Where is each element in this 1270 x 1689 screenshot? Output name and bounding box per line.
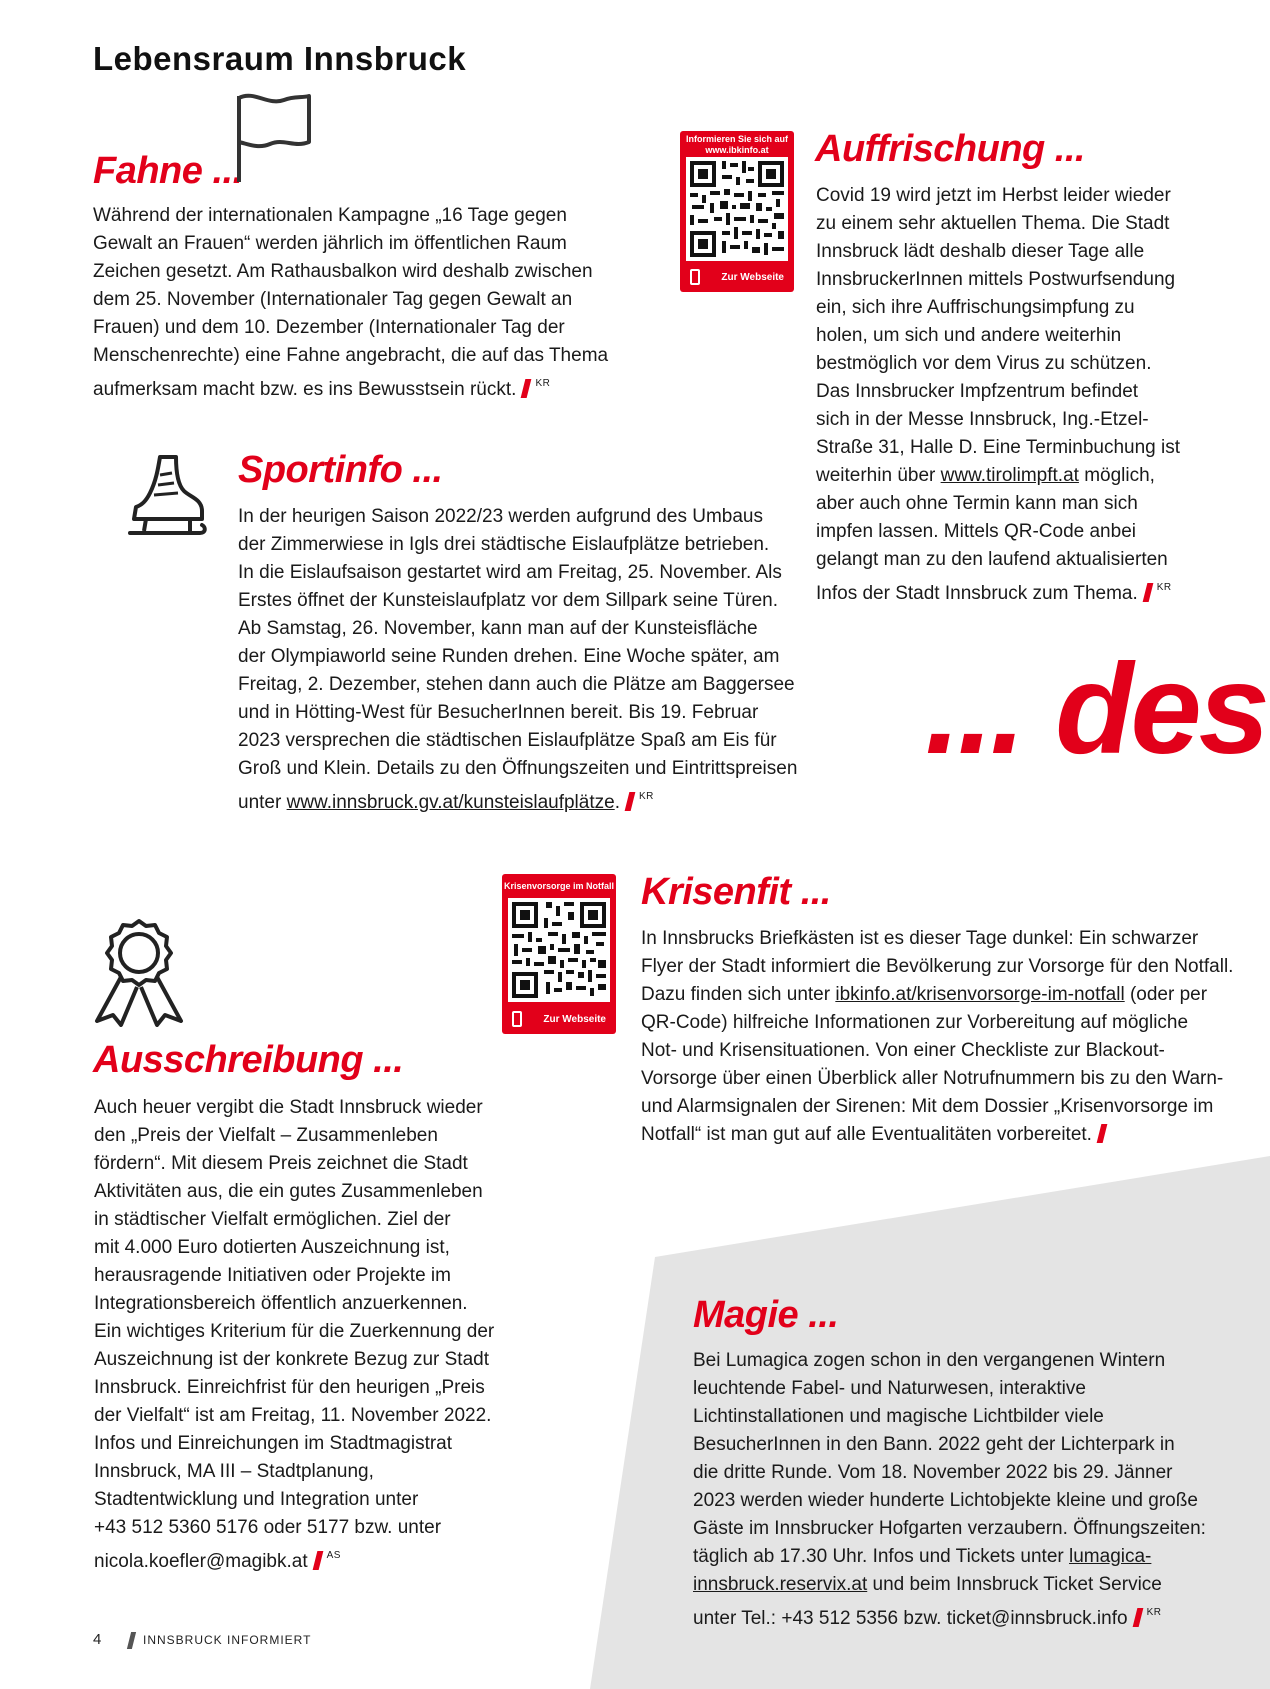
text-line: Aktivitäten aus, die ein gutes Zusammenleben bbox=[94, 1181, 483, 1202]
text-line: herausragende Initiativen oder Projekte im bbox=[94, 1265, 451, 1286]
author-signature: KR bbox=[535, 378, 551, 389]
text-line: in städtischer Vielfalt ermöglichen. Ziel der bbox=[94, 1209, 451, 1230]
text-line: holen, um sich und andere weiterhin bbox=[816, 325, 1122, 346]
page-number: 4 bbox=[93, 1631, 102, 1648]
flag-icon bbox=[234, 92, 314, 184]
text-line: Während der internationalen Kampagne „16 Tage gegen bbox=[93, 205, 567, 226]
fahne-heading: Fahne ... bbox=[93, 150, 243, 192]
text-fragment: möglich, bbox=[1078, 465, 1155, 486]
text-line: aufmerksam macht bzw. es ins Bewusstsein rückt. bbox=[93, 379, 517, 400]
qr-button-label: Zur Webseite bbox=[543, 1014, 606, 1025]
auffrischung-text bbox=[816, 182, 1180, 608]
text-line: Innsbruck, MA III – Stadtplanung, bbox=[94, 1461, 374, 1482]
text-line: Notfall“ ist man gut auf alle Eventualitäten vorbereitet. bbox=[641, 1124, 1092, 1145]
krisenfit-heading: Krisenfit ... bbox=[641, 871, 831, 913]
text-line: aber auch ohne Termin kann man sich bbox=[816, 493, 1138, 514]
text-line: QR-Code) hilfreiche Informationen zur Vorbereitung auf mögliche bbox=[641, 1012, 1189, 1033]
end-mark bbox=[1142, 583, 1153, 602]
text-line: der Olympiaworld seine Runden drehen. Eine Woche später, am bbox=[238, 646, 780, 667]
text-line: 2023 werden wieder hunderte Lichtobjekte kleine und große bbox=[693, 1490, 1198, 1511]
text-fragment: . bbox=[614, 792, 620, 813]
end-mark bbox=[1132, 1608, 1143, 1627]
text-line: Lichtinstallationen und magische Lichtbilder viele bbox=[693, 1406, 1104, 1427]
publication-name: INNSBRUCK INFORMIERT bbox=[143, 1633, 312, 1647]
email-text: nicola.koefler@magibk.at bbox=[94, 1551, 308, 1572]
qr-top-label: Informieren Sie sich auf www.ibkinfo.at bbox=[685, 134, 789, 155]
tirolimpft-link[interactable]: www.tirolimpft.at bbox=[940, 465, 1079, 486]
text-line: gelangt man zu den laufend aktualisierten bbox=[816, 549, 1168, 570]
lumagica-link-part1[interactable]: lumagica- bbox=[1069, 1546, 1152, 1567]
text-line: ein, sich ihre Auffrischungsimpfung zu bbox=[816, 297, 1135, 318]
text-line: Innsbruck lädt deshalb dieser Tage alle bbox=[816, 241, 1145, 262]
text-line: Stadtentwicklung und Integration unter bbox=[94, 1489, 419, 1510]
author-signature: KR bbox=[1146, 1607, 1162, 1618]
text-line: unter Tel.: +43 512 5356 bzw. ticket@innsbruck.info bbox=[693, 1608, 1128, 1629]
text-line: In die Eislaufsaison gestartet wird am Freitag, 25. November. Als bbox=[238, 562, 782, 583]
text-line: den „Preis der Vielfalt – Zusammenleben bbox=[94, 1125, 438, 1146]
award-ribbon-icon bbox=[93, 917, 185, 1027]
text-line: In der heurigen Saison 2022/23 werden aufgrund des Umbaus bbox=[238, 506, 763, 527]
text-line: InnsbruckerInnen mittels Postwurfsendung bbox=[816, 269, 1176, 290]
end-mark bbox=[625, 792, 636, 811]
text-line: Erstes öffnet der Kunsteislaufplatz vor dem Sillpark seine Türen. bbox=[238, 590, 779, 611]
text-line: Gäste im Innsbrucker Hofgarten verzaubern. Öffnungszeiten: bbox=[693, 1518, 1206, 1539]
text-line: zu einem sehr aktuellen Thema. Die Stadt bbox=[816, 213, 1170, 234]
text-line: Covid 19 wird jetzt im Herbst leider wieder bbox=[816, 185, 1171, 206]
ausschreibung-heading: Ausschreibung ... bbox=[93, 1039, 404, 1081]
text-line: Auszeichnung ist der konkrete Bezug zur Stadt bbox=[94, 1349, 490, 1370]
author-signature: AS bbox=[326, 1550, 341, 1561]
krisenvorsorge-link[interactable]: ibkinfo.at/krisenvorsorge-im-notfall bbox=[835, 984, 1125, 1005]
text-line: Vorsorge über einen Überblick aller Notrufnummern bis zu den Warn- bbox=[641, 1068, 1224, 1089]
text-line: leuchtende Fabel- und Naturwesen, interaktive bbox=[693, 1378, 1086, 1399]
text-line: Innsbruck. Einreichfrist für den heurigen „Preis bbox=[94, 1377, 485, 1398]
page-title: Lebensraum Innsbruck bbox=[93, 40, 467, 77]
text-line: Ein wichtiges Kriterium für die Zuerkennung der bbox=[94, 1321, 495, 1342]
magie-text bbox=[693, 1347, 1206, 1633]
page-footer bbox=[93, 1631, 312, 1648]
text-line: fördern“. Mit diesem Preis zeichnet die Stadt bbox=[94, 1153, 468, 1174]
text-line: der Zimmerwiese in Igls drei städtische Eislaufplätze betrieben. bbox=[238, 534, 770, 555]
text-line: Infos der Stadt Innsbruck zum Thema. bbox=[816, 583, 1138, 604]
text-line: Bei Lumagica zogen schon in den vergangenen Wintern bbox=[693, 1350, 1166, 1371]
end-mark bbox=[521, 379, 532, 398]
author-signature: KR bbox=[1156, 582, 1172, 593]
text-line: Integrationsbereich öffentlich anzuerkennen. bbox=[94, 1293, 468, 1314]
text-line: dem 25. November (Internationaler Tag gegen Gewalt an bbox=[93, 289, 573, 310]
text-line: und Alarmsignalen der Sirenen: Mit dem Dossier „Krisenvorsorge im bbox=[641, 1096, 1214, 1117]
text-line: sich in der Messe Innsbruck, Ing.-Etzel- bbox=[816, 409, 1149, 430]
text-line: Straße 31, Halle D. Eine Terminbuchung ist bbox=[816, 437, 1180, 458]
auffrischung-heading: Auffrischung ... bbox=[815, 128, 1085, 170]
end-mark bbox=[1097, 1124, 1108, 1143]
qr-code-icon bbox=[508, 898, 610, 1002]
text-line: 2023 versprechen die städtischen Eislaufplätze Spaß am Eis für bbox=[238, 730, 777, 751]
text-line: Ab Samstag, 26. November, kann man auf der Kunsteisfläche bbox=[238, 618, 758, 639]
text-line: mit 4.000 Euro dotierten Auszeichnung ist, bbox=[94, 1237, 450, 1258]
text-line: Flyer der Stadt informiert die Bevölkerung zur Vorsorge für den Notfall. bbox=[641, 956, 1234, 977]
text-fragment: unter bbox=[238, 792, 287, 813]
text-fragment: täglich ab 17.30 Uhr. Infos und Tickets unter bbox=[693, 1546, 1070, 1567]
text-line: In Innsbrucks Briefkästen ist es dieser Tage dunkel: Ein schwarzer bbox=[641, 928, 1199, 949]
sportinfo-heading: Sportinfo ... bbox=[238, 449, 443, 491]
text-line: Zeichen gesetzt. Am Rathausbalkon wird deshalb zwischen bbox=[93, 261, 593, 282]
text-fragment: (oder per bbox=[1124, 984, 1208, 1005]
kunsteislaufplaetze-link[interactable]: www.innsbruck.gv.at/kunsteislaufplätze bbox=[286, 792, 615, 813]
fahne-text bbox=[93, 202, 608, 404]
text-fragment: und beim Innsbruck Ticket Service bbox=[867, 1574, 1162, 1595]
text-line: der Vielfalt“ ist am Freitag, 11. November 2022. bbox=[94, 1405, 492, 1426]
qr-button-label: Zur Webseite bbox=[721, 272, 784, 283]
text-line: bestmöglich vor dem Virus zu schützen. bbox=[816, 353, 1152, 374]
qr-top-label: Krisenvorsorge im Notfall bbox=[503, 881, 615, 891]
text-line: +43 512 5360 5176 oder 5177 bzw. unter bbox=[94, 1517, 442, 1538]
text-line: und in Hötting-West für BesucherInnen bereit. Bis 19. Februar bbox=[238, 702, 759, 723]
text-line: BesucherInnen in den Bann. 2022 geht der Lichterpark in bbox=[693, 1434, 1175, 1455]
text-fragment: weiterhin über bbox=[816, 465, 941, 486]
text-line: Groß und Klein. Details zu den Öffnungszeiten und Eintrittspreisen bbox=[238, 758, 798, 779]
text-fragment: Dazu finden sich unter bbox=[641, 984, 836, 1005]
text-line: Infos und Einreichungen im Stadtmagistrat bbox=[94, 1433, 453, 1454]
qr-code-card-ibkinfo[interactable] bbox=[680, 131, 794, 292]
ausschreibung-text bbox=[94, 1094, 494, 1576]
qr-visit-website-button[interactable] bbox=[502, 1010, 616, 1030]
qr-code-card-krisenvorsorge[interactable] bbox=[502, 874, 616, 1034]
magie-heading: Magie ... bbox=[693, 1294, 839, 1336]
ice-skate-icon bbox=[128, 453, 208, 543]
author-signature: KR bbox=[638, 791, 654, 802]
text-line: impfen lassen. Mittels QR-Code anbei bbox=[816, 521, 1136, 542]
text-line: Das Innsbrucker Impfzentrum befindet bbox=[816, 381, 1139, 402]
krisenfit-text bbox=[641, 925, 1233, 1149]
phone-icon bbox=[512, 1011, 522, 1027]
text-line: Auch heuer vergibt die Stadt Innsbruck wieder bbox=[94, 1097, 483, 1118]
sportinfo-text bbox=[238, 503, 797, 817]
qr-visit-website-button[interactable] bbox=[680, 268, 794, 288]
text-line: Frauen) und dem 10. Dezember (Internationaler Tag der bbox=[93, 317, 565, 338]
qr-code-icon bbox=[686, 157, 788, 261]
text-line: Gewalt an Frauen“ werden jährlich im öffentlichen Raum bbox=[93, 233, 567, 254]
text-line: Freitag, 2. Dezember, stehen dann auch die Plätze am Baggersee bbox=[238, 674, 795, 695]
phone-icon bbox=[690, 269, 700, 285]
text-line: Not- und Krisensituationen. Von einer Checkliste zur Blackout- bbox=[641, 1040, 1165, 1061]
lumagica-link-part2[interactable]: innsbruck.reservix.at bbox=[693, 1574, 868, 1595]
text-line: Menschenrechte) eine Fahne angebracht, die auf das Thema bbox=[93, 345, 609, 366]
big-decorative-word: ... des bbox=[925, 638, 1267, 781]
end-mark bbox=[312, 1551, 323, 1570]
text-line: die dritte Runde. Vom 18. November 2022 bis 29. Jänner bbox=[693, 1462, 1173, 1483]
